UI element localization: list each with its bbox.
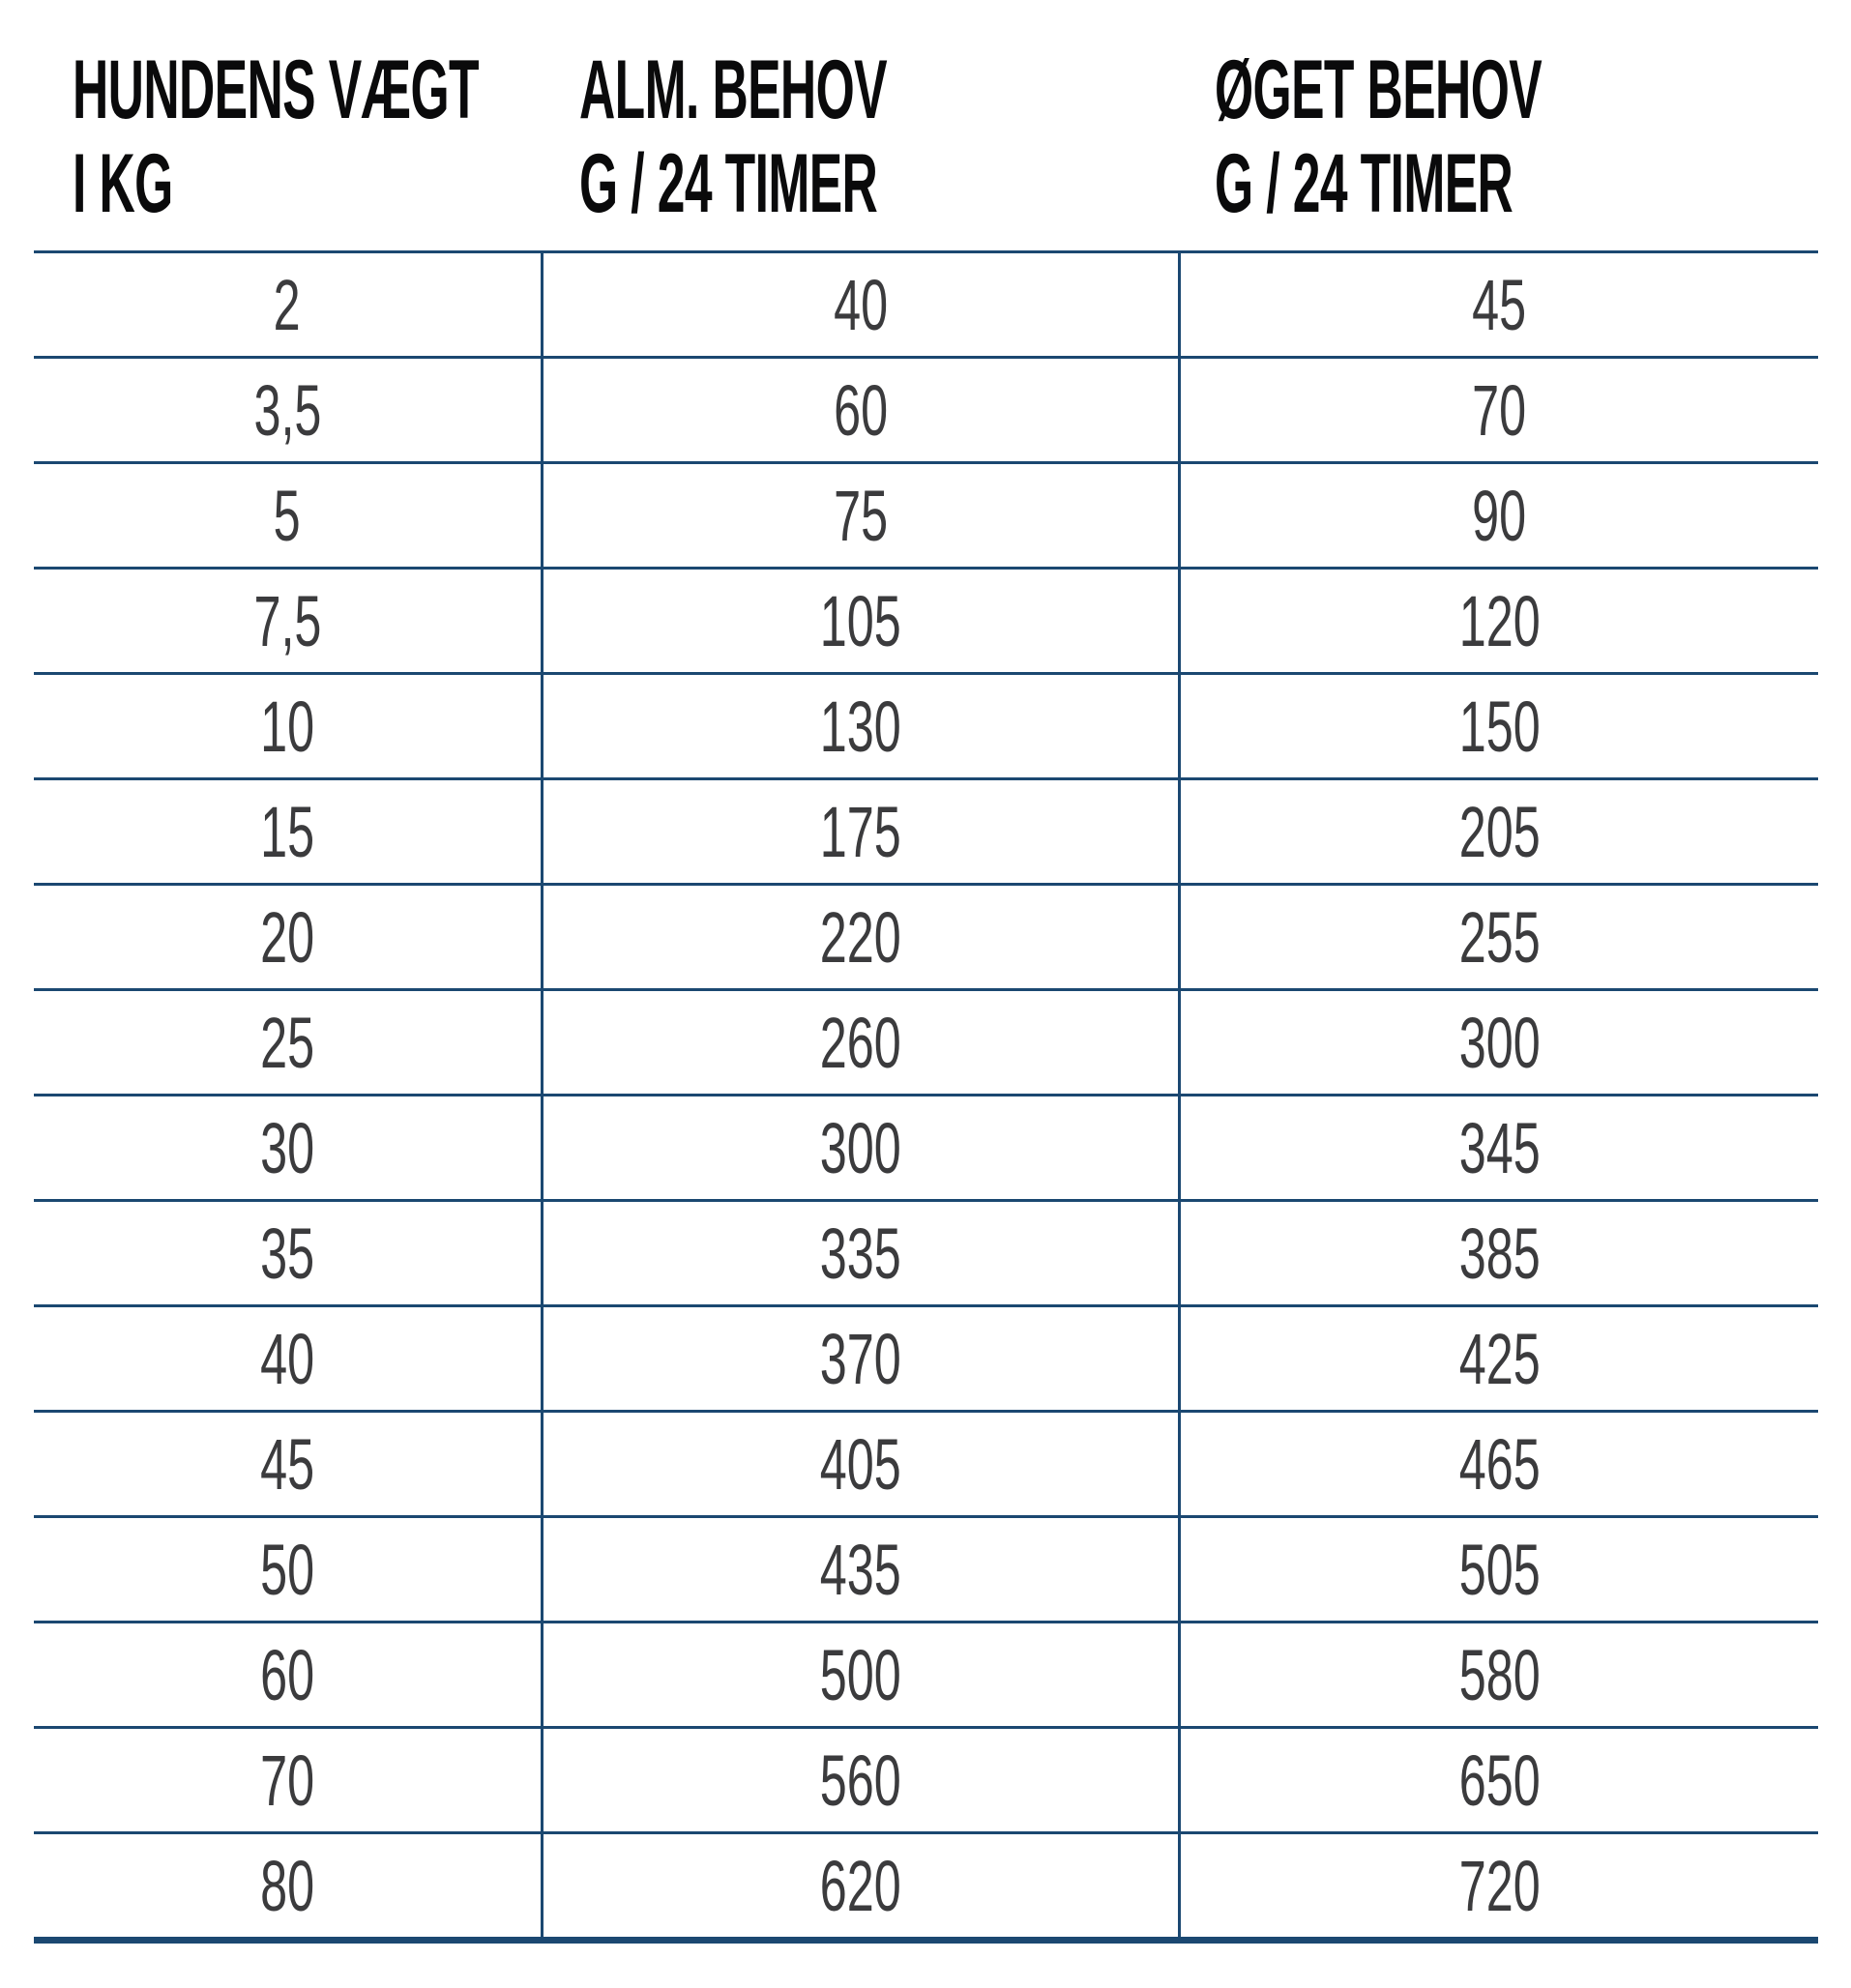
normal-need-cell bbox=[544, 1202, 1181, 1304]
increased-need-cell bbox=[1181, 1202, 1818, 1304]
weight-value: 35 bbox=[260, 1213, 314, 1294]
weight-value: 60 bbox=[260, 1634, 314, 1715]
table-header bbox=[34, 0, 1818, 250]
increased-need-value: 385 bbox=[1458, 1213, 1541, 1294]
table-row bbox=[34, 1518, 1818, 1623]
weight-cell bbox=[34, 359, 544, 461]
table-row bbox=[34, 1202, 1818, 1307]
increased-need-value: 120 bbox=[1458, 580, 1541, 661]
increased-need-cell bbox=[1181, 886, 1818, 988]
column-header-weight-line1: HUNDENS VÆGT bbox=[73, 44, 479, 136]
increased-need-value: 150 bbox=[1458, 686, 1541, 767]
normal-need-cell bbox=[544, 991, 1181, 1094]
table-row bbox=[34, 1413, 1818, 1518]
weight-value: 25 bbox=[260, 1002, 314, 1083]
increased-need-cell bbox=[1181, 1623, 1818, 1726]
table-row bbox=[34, 253, 1818, 359]
normal-need-value: 500 bbox=[820, 1634, 901, 1715]
increased-need-cell bbox=[1181, 359, 1818, 461]
table-row bbox=[34, 780, 1818, 886]
increased-need-value: 580 bbox=[1458, 1634, 1541, 1715]
table-row bbox=[34, 1834, 1818, 1944]
increased-need-value: 300 bbox=[1458, 1002, 1541, 1083]
column-header-normal-need-line1: ALM. BEHOV bbox=[579, 44, 887, 136]
increased-need-cell bbox=[1181, 1518, 1818, 1621]
table-row bbox=[34, 1307, 1818, 1413]
table-row bbox=[34, 675, 1818, 780]
weight-value: 30 bbox=[260, 1107, 314, 1188]
normal-need-value: 130 bbox=[820, 686, 901, 767]
table-row bbox=[34, 359, 1818, 464]
increased-need-value: 650 bbox=[1458, 1740, 1541, 1821]
normal-need-cell bbox=[544, 1729, 1181, 1831]
normal-need-value: 370 bbox=[820, 1318, 901, 1399]
normal-need-value: 405 bbox=[820, 1423, 901, 1505]
increased-need-value: 345 bbox=[1458, 1107, 1541, 1188]
increased-need-cell bbox=[1181, 253, 1818, 356]
normal-need-value: 60 bbox=[834, 369, 888, 451]
weight-cell bbox=[34, 675, 544, 777]
normal-need-value: 335 bbox=[820, 1213, 901, 1294]
weight-cell bbox=[34, 570, 544, 672]
feeding-guide-table bbox=[34, 0, 1818, 1944]
weight-value: 80 bbox=[260, 1845, 314, 1926]
column-header-weight-line2: I KG bbox=[73, 137, 173, 230]
table-row bbox=[34, 1623, 1818, 1729]
table-row bbox=[34, 1729, 1818, 1834]
column-header-increased-need-line1: ØGET BEHOV bbox=[1215, 44, 1542, 136]
table-row bbox=[34, 991, 1818, 1096]
increased-need-cell bbox=[1181, 464, 1818, 567]
weight-cell bbox=[34, 1413, 544, 1515]
increased-need-cell bbox=[1181, 1307, 1818, 1410]
increased-need-cell bbox=[1181, 1729, 1818, 1831]
weight-cell bbox=[34, 780, 544, 883]
increased-need-cell bbox=[1181, 991, 1818, 1094]
normal-need-cell bbox=[544, 780, 1181, 883]
weight-value: 2 bbox=[274, 264, 301, 345]
table-body bbox=[34, 250, 1818, 1944]
normal-need-cell bbox=[544, 1307, 1181, 1410]
increased-need-cell bbox=[1181, 1834, 1818, 1937]
normal-need-cell bbox=[544, 1834, 1181, 1937]
normal-need-value: 560 bbox=[820, 1740, 901, 1821]
increased-need-value: 505 bbox=[1458, 1529, 1541, 1610]
normal-need-value: 175 bbox=[820, 791, 901, 872]
weight-value: 10 bbox=[260, 686, 314, 767]
normal-need-cell bbox=[544, 1096, 1181, 1199]
normal-need-cell bbox=[544, 886, 1181, 988]
normal-need-cell bbox=[544, 359, 1181, 461]
weight-value: 40 bbox=[260, 1318, 314, 1399]
column-header-normal-need-line2: G / 24 TIMER bbox=[579, 137, 878, 230]
normal-need-value: 105 bbox=[820, 580, 901, 661]
table-row bbox=[34, 570, 1818, 675]
increased-need-value: 465 bbox=[1458, 1423, 1541, 1505]
table-row bbox=[34, 464, 1818, 570]
normal-need-value: 435 bbox=[820, 1529, 901, 1610]
weight-cell bbox=[34, 1729, 544, 1831]
increased-need-value: 205 bbox=[1458, 791, 1541, 872]
increased-need-value: 425 bbox=[1458, 1318, 1541, 1399]
weight-value: 3,5 bbox=[253, 369, 321, 451]
column-header-increased-need bbox=[1181, 44, 1818, 250]
weight-value: 5 bbox=[274, 475, 301, 556]
normal-need-cell bbox=[544, 1518, 1181, 1621]
normal-need-value: 620 bbox=[820, 1845, 901, 1926]
weight-value: 50 bbox=[260, 1529, 314, 1610]
increased-need-value: 90 bbox=[1472, 475, 1527, 556]
weight-cell bbox=[34, 1096, 544, 1199]
normal-need-value: 40 bbox=[834, 264, 888, 345]
normal-need-cell bbox=[544, 253, 1181, 356]
normal-need-value: 260 bbox=[820, 1002, 901, 1083]
increased-need-cell bbox=[1181, 675, 1818, 777]
normal-need-value: 75 bbox=[834, 475, 888, 556]
normal-need-cell bbox=[544, 1623, 1181, 1726]
weight-cell bbox=[34, 1202, 544, 1304]
weight-cell bbox=[34, 464, 544, 567]
increased-need-value: 720 bbox=[1458, 1845, 1541, 1926]
table-row bbox=[34, 886, 1818, 991]
column-header-increased-need-line2: G / 24 TIMER bbox=[1215, 137, 1513, 230]
weight-value: 70 bbox=[260, 1740, 314, 1821]
weight-cell bbox=[34, 1834, 544, 1937]
column-header-normal-need bbox=[544, 44, 1181, 250]
normal-need-value: 300 bbox=[820, 1107, 901, 1188]
normal-need-value: 220 bbox=[820, 896, 901, 978]
increased-need-cell bbox=[1181, 1413, 1818, 1515]
increased-need-cell bbox=[1181, 1096, 1818, 1199]
increased-need-value: 70 bbox=[1472, 369, 1527, 451]
weight-value: 15 bbox=[260, 791, 314, 872]
increased-need-value: 255 bbox=[1458, 896, 1541, 978]
weight-cell bbox=[34, 1307, 544, 1410]
normal-need-cell bbox=[544, 464, 1181, 567]
increased-need-value: 45 bbox=[1472, 264, 1527, 345]
weight-value: 20 bbox=[260, 896, 314, 978]
weight-cell bbox=[34, 991, 544, 1094]
weight-value: 45 bbox=[260, 1423, 314, 1505]
weight-cell bbox=[34, 1518, 544, 1621]
weight-cell bbox=[34, 1623, 544, 1726]
weight-value: 7,5 bbox=[253, 580, 321, 661]
column-header-weight bbox=[34, 44, 544, 250]
weight-cell bbox=[34, 886, 544, 988]
normal-need-cell bbox=[544, 675, 1181, 777]
increased-need-cell bbox=[1181, 570, 1818, 672]
increased-need-cell bbox=[1181, 780, 1818, 883]
normal-need-cell bbox=[544, 570, 1181, 672]
table-row bbox=[34, 1096, 1818, 1202]
weight-cell bbox=[34, 253, 544, 356]
normal-need-cell bbox=[544, 1413, 1181, 1515]
